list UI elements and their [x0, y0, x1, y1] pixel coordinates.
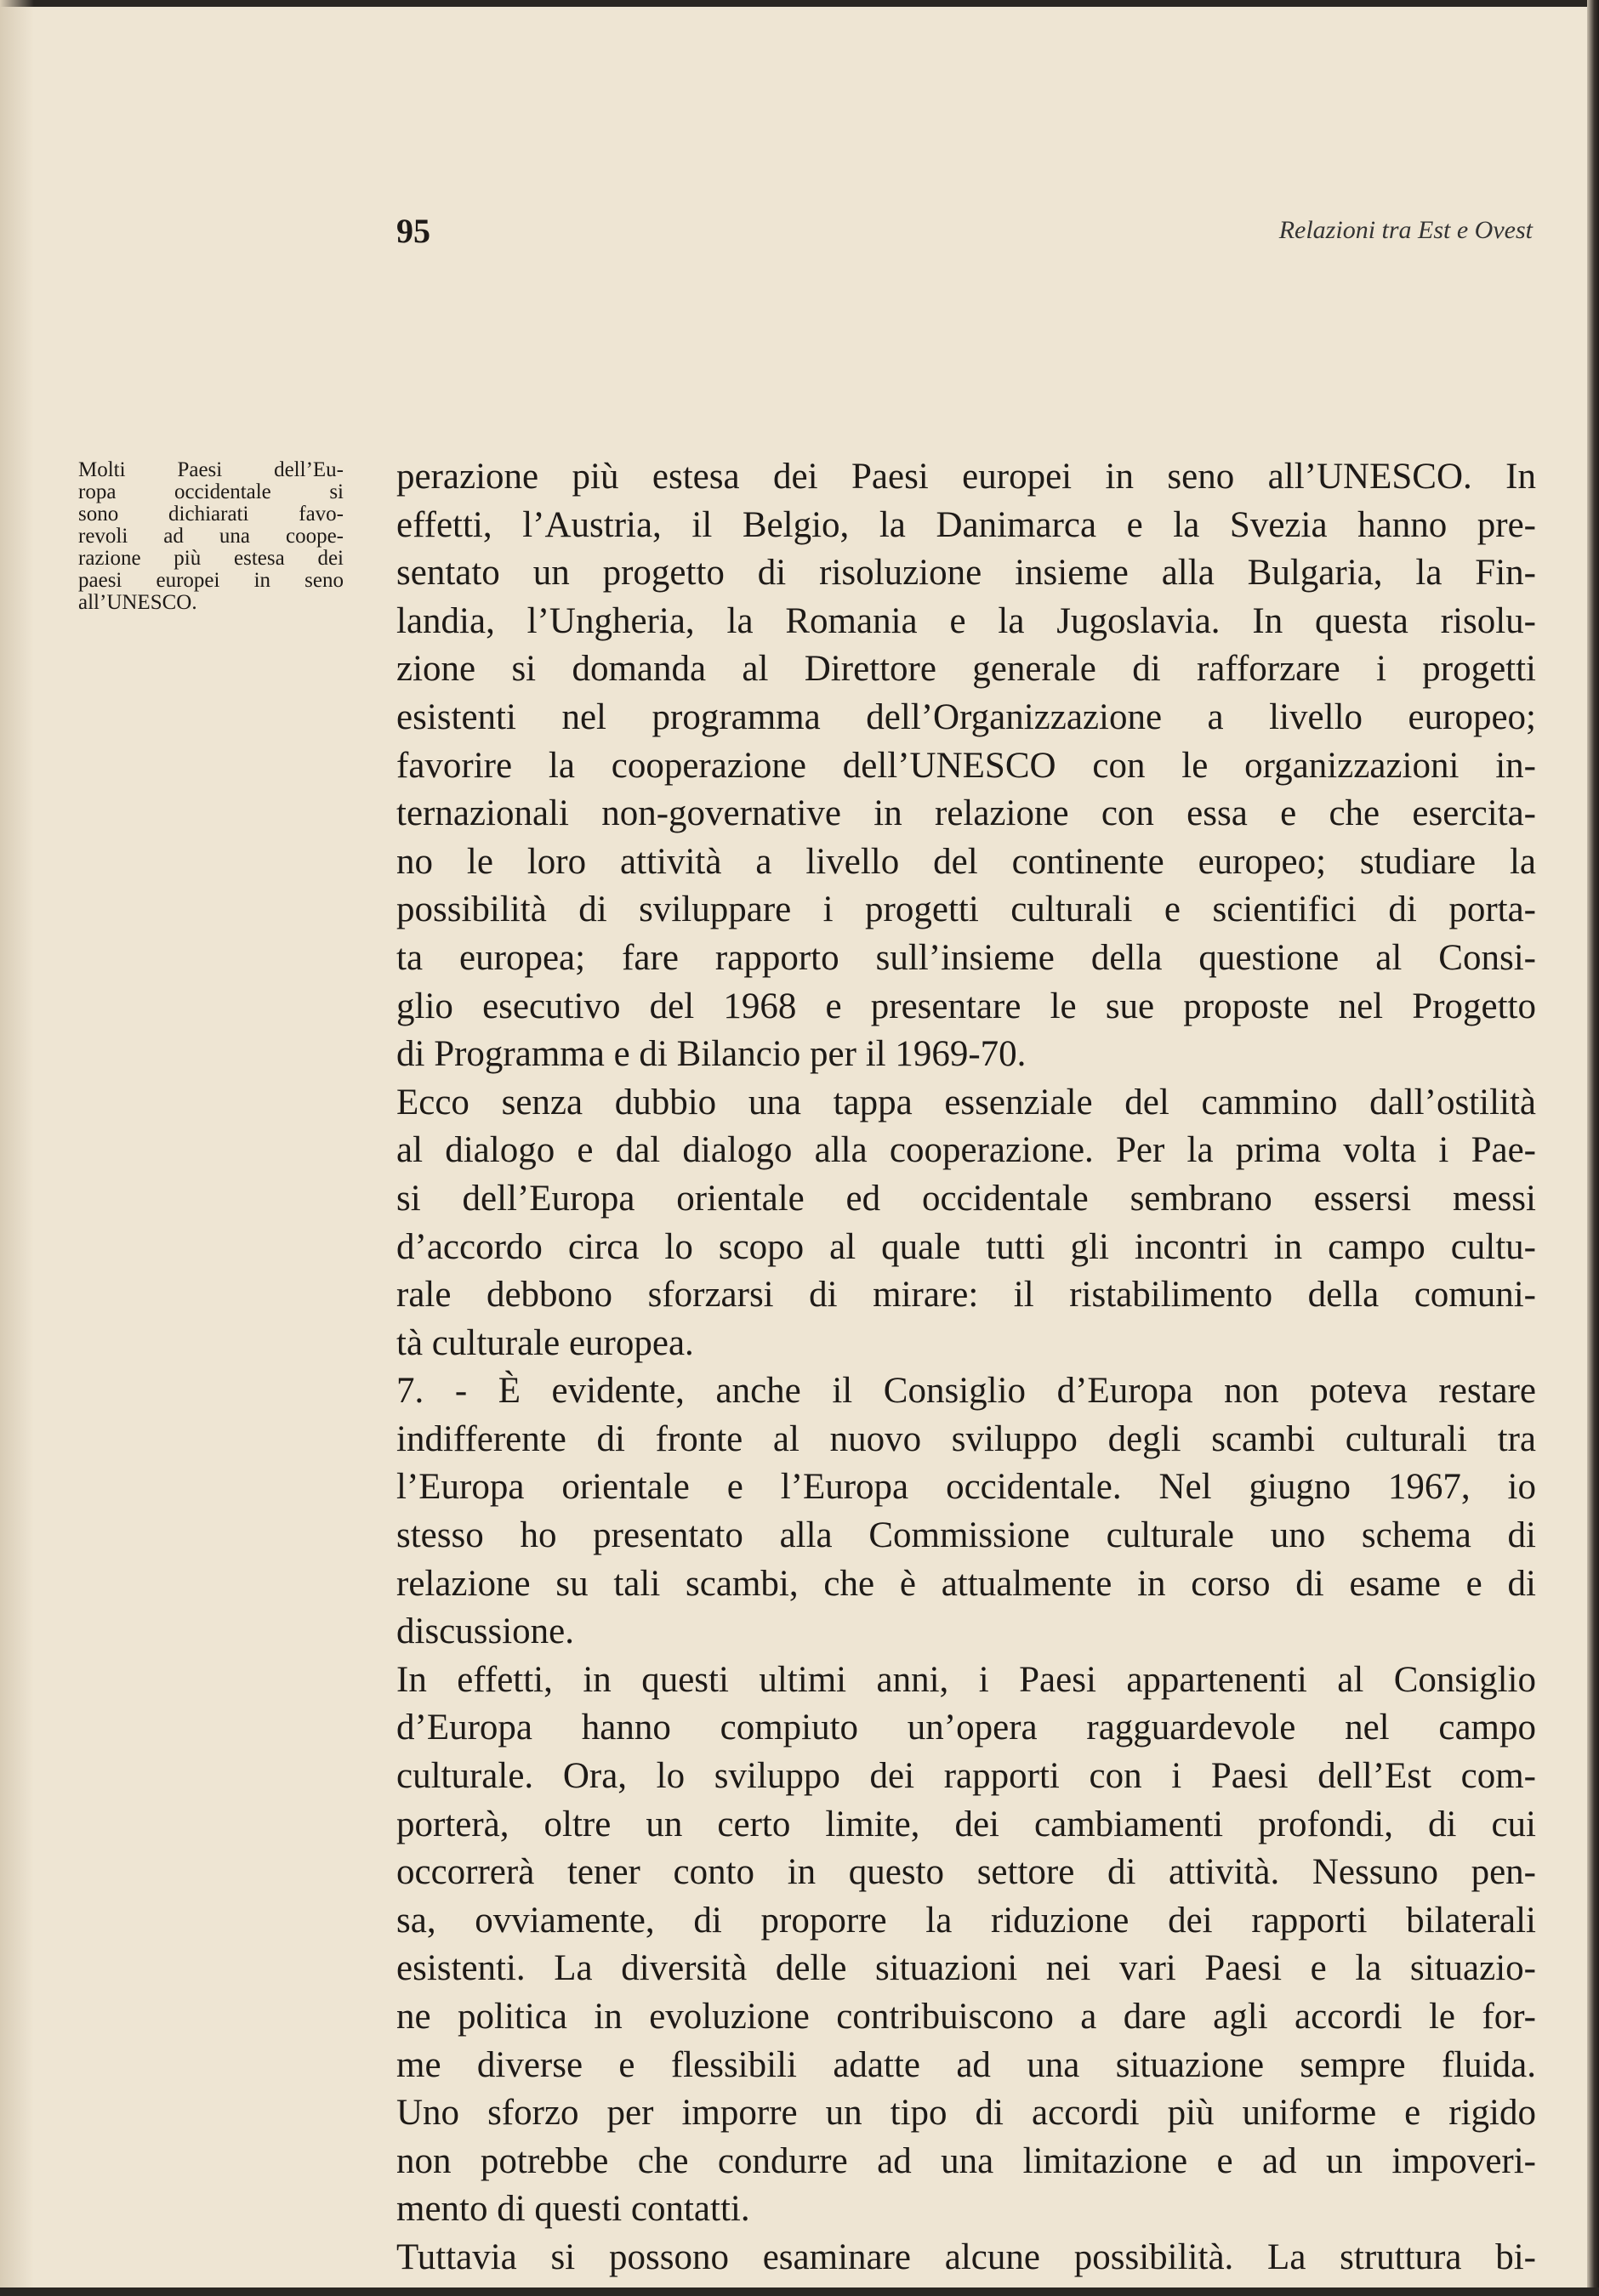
page-number: 95 — [396, 212, 430, 250]
text-line: landia, l’Ungheria, la Romania e la Jugoslavia. In questa risolu- — [396, 600, 1536, 641]
text-line: tà culturale europea. — [396, 1322, 694, 1363]
text-line: indifferente di fronte al nuovo sviluppo degli scambi culturali tra — [396, 1418, 1536, 1459]
text-line: sa, ovviamente, di proporre la riduzione dei rapporti bilaterali — [396, 1900, 1536, 1941]
text-line: d’accordo circa lo scopo al quale tutti gli incontri in campo cultu- — [396, 1226, 1536, 1267]
text-line: ta europea; fare rapporto sull’insieme della questione al Consi- — [396, 937, 1536, 978]
text-line: discussione. — [396, 1611, 575, 1652]
margin-note-line: razione più estesa dei — [78, 547, 344, 570]
text-line: stesso ho presentato alla Commissione culturale uno schema di — [396, 1515, 1536, 1556]
text-line: porterà, oltre un certo limite, dei cambiamenti profondi, di cui — [396, 1804, 1536, 1844]
page-gutter-shadow — [0, 0, 34, 2296]
scan-bottom-edge — [0, 2287, 1599, 2296]
text-line: Uno sforzo per imporre un tipo di accordi più uniforme e rigido — [396, 2093, 1536, 2134]
text-line: esistenti. La diversità delle situazioni nei vari Paesi e la situazio- — [396, 1948, 1536, 1989]
margin-note-line: Molti Paesi dell’Eu- — [78, 458, 344, 481]
text-line: favorire la cooperazione dell’UNESCO con le organizzazioni in- — [396, 745, 1536, 786]
text-line: ternazionali non-governative in relazione con essa e che esercita- — [396, 793, 1536, 834]
text-line: me diverse e flessibili adatte ad una situazione sempre fluida. — [396, 2044, 1536, 2085]
margin-note-line: paesi europei in seno — [78, 569, 344, 592]
text-line: al dialogo e dal dialogo alla cooperazione. Per la prima volta i Pae- — [396, 1130, 1536, 1171]
text-line: glio esecutivo del 1968 e presentare le sue proposte nel Progetto — [396, 986, 1536, 1026]
text-line: perazione più estesa dei Paesi europei in seno all’UNESCO. In — [396, 457, 1536, 497]
text-line: si dell’Europa orientale ed occidentale sembrano essersi messi — [396, 1178, 1536, 1219]
text-line: 7. - È evidente, anche il Consiglio d’Europa non poteva restare — [396, 1371, 1536, 1412]
text-line: relazione su tali scambi, che è attualmente in corso di esame e di — [396, 1563, 1536, 1604]
text-line: non potrebbe che condurre ad una limitazione e ad un impoveri- — [396, 2140, 1536, 2181]
text-line: possibilità di sviluppare i progetti culturali e scientifici di porta- — [396, 889, 1536, 930]
text-line: l’Europa orientale e l’Europa occidentale. Nel giugno 1967, io — [396, 1467, 1536, 1508]
margin-note-line: sono dichiarati favo- — [78, 503, 344, 526]
text-line: sentato un progetto di risoluzione insieme alla Bulgaria, la Fin- — [396, 553, 1536, 594]
running-title: Relazioni tra Est e Ovest — [1278, 216, 1533, 244]
text-line: occorrerà tener conto in questo settore di attività. Nessuno pen- — [396, 1852, 1536, 1893]
body-text — [396, 453, 1536, 2282]
text-line: In effetti, in questi ultimi anni, i Paesi appartenenti al Consiglio — [396, 1659, 1536, 1700]
text-line: mento di questi contatti. — [396, 2189, 750, 2230]
text-line: rale debbono sforzarsi di mirare: il ristabilimento della comuni- — [396, 1275, 1536, 1316]
margin-note — [78, 459, 344, 614]
margin-note-line: all’UNESCO. — [78, 591, 197, 614]
text-line: culturale. Ora, lo sviluppo dei rapporti con i Paesi dell’Est com- — [396, 1756, 1536, 1797]
margin-note-line: revoli ad una coope- — [78, 525, 344, 548]
text-line: effetti, l’Austria, il Belgio, la Danimarca e la Svezia hanno pre- — [396, 504, 1536, 545]
text-line: Ecco senza dubbio una tappa essenziale del cammino dall’ostilità — [396, 1082, 1536, 1122]
text-line: di Programma e di Bilancio per il 1969-70. — [396, 1034, 1027, 1075]
text-line: ne politica in evoluzione contribuiscono a dare agli accordi le for- — [396, 1997, 1536, 2037]
text-line: d’Europa hanno compiuto un’opera ragguardevole nel campo — [396, 1708, 1536, 1748]
scan-top-edge — [0, 0, 1599, 7]
scan-right-edge — [1587, 0, 1599, 2296]
text-line: esistenti nel programma dell’Organizzazione a livello europeo; — [396, 696, 1536, 737]
margin-note-line: ropa occidentale si — [78, 480, 344, 503]
text-line: no le loro attività a livello del continente europeo; studiare la — [396, 841, 1536, 882]
text-line: Tuttavia si possono esaminare alcune possibilità. La struttura bi- — [396, 2236, 1536, 2277]
text-line: zione si domanda al Direttore generale di rafforzare i progetti — [396, 649, 1536, 690]
